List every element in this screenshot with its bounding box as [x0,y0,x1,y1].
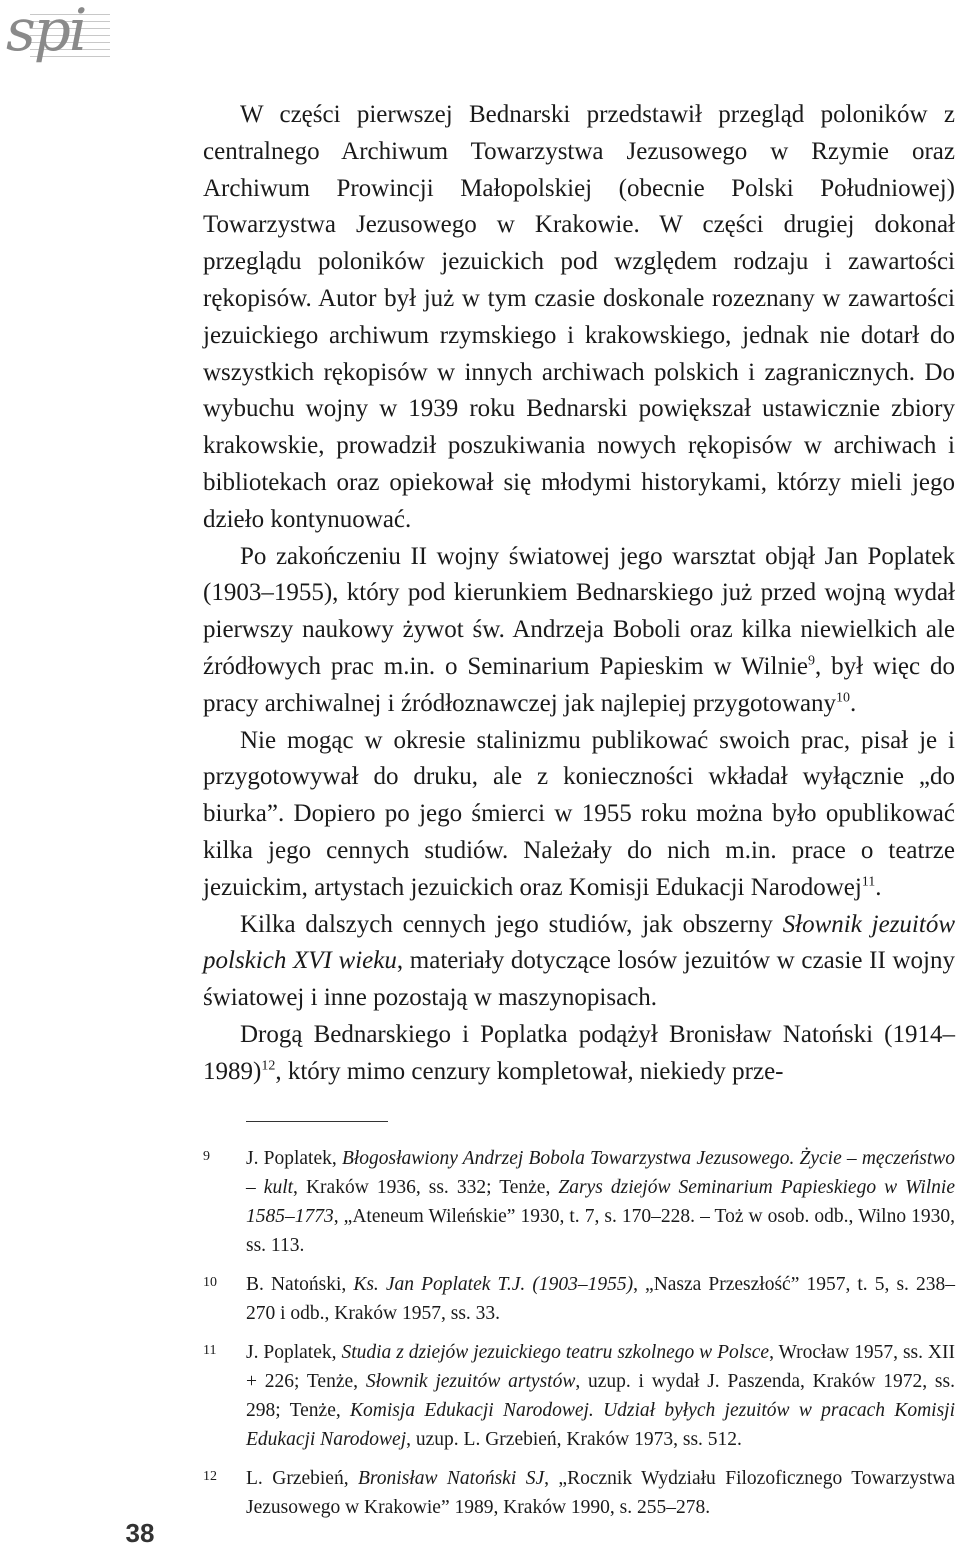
footnote-number: 10 [203,1275,217,1290]
text-run: , Wrocław 1957, ss. XII + 226; Tenże, [246,1342,955,1392]
footnote-item [203,1270,955,1328]
italic-text: Słownik jezuitów artystów [365,1371,576,1392]
text-run: . [875,873,882,901]
text-run: Po zakończeniu II wojny światowej jego warsztat objął Jan Poplatek (1903–1955), który pod kierunkiem Bednarskiego już przed wojną wydał pierwszy naukowy żywot św. Andrzeja Boboli oraz kilka niewielkich ale źródłowych prac m.in. o Seminarium Papieskim w Wilnie [203,542,955,680]
text-run: . [850,689,857,717]
text-run: L. Grzebień, [246,1468,359,1489]
text-run: , który mimo cenzury kompletował, niekiedy prze- [275,1057,784,1085]
footnote-number: 11 [203,1343,217,1358]
body-text [203,97,955,1091]
paragraph [203,1017,955,1091]
paragraph [203,723,955,907]
text-run: J. Poplatek, [246,1148,342,1169]
footnote-number: 12 [203,1469,217,1484]
italic-text: Komisja Edukacji Narodowej. Udział byłych jezuitów w pracach Komisji Edukacji Narodowej [246,1400,955,1450]
text-run: W części pierwszej Bednarski przedstawił przegląd poloników z centralnego Archiwum Towarzystwa Jezusowego w Rzymie oraz Archiwum Prowincji Małopolskiej (obecnie Polski Południowej) Towarzystwa Jezusowego w Krakowie. W części drugiej dokonał przeglądu poloników jezuickich pod względem rodzaju i zawartości rękopisów. Autor był już w tym czasie doskonale rozeznany w zawartości jezuickiego archiwum rzymskiego i krakowskiego, jednak nie dotarł do wszystkich rękopisów w innych archiwach polskich i zagranicznych. Do wybuchu wojny w 1939 roku Bednarski powiększał ustawicznie zbiory krakowskie, prowadził poszukiwania nowych rękopisów w archiwach i bibliotekach oraz opiekował się młodymi historykami, którzy mieli jego dzieło kontynuować. [203,101,955,533]
text-run: , uzup. L. Grzebień, Kraków 1973, ss. 512. [406,1429,742,1450]
footnote-ref[interactable]: 11 [861,874,876,890]
text-run: , „Nasza Przeszłość” 1957, t. 5, s. 238–270 i odb., Kraków 1957, ss. 33. [246,1274,955,1324]
italic-text: Ks. Jan Poplatek T.J. (1903–1955) [353,1274,634,1295]
italic-text: Zarys dziejów Seminarium Papieskiego w Wilnie 1585–1773 [246,1177,956,1227]
text-run: Drogą Bednarskiego i Poplatka podążył Bronisław Natoński (1914–1989) [203,1020,955,1085]
italic-text: Błogosławiony Andrzej Bobola Towarzystwa Jezusowego. Życie – męczeństwo – kult [246,1148,955,1198]
paragraph [203,539,955,723]
logo-mark: spi [6,0,86,64]
page-number: 38 [125,1518,155,1548]
text-run: , był więc do pracy archiwalnej i źródłoznawczej jak najlepiej przygotowany [203,652,955,717]
italic-text: Słownik jezuitów polskich XVI wieku [203,910,955,975]
italic-text: Studia z dziejów jezuickiego teatru szkolnego w Polsce [341,1342,770,1363]
text-run: , „Rocznik Wydziału Filozoficznego Towarzystwa Jezusowego w Krakowie” 1989, Kraków 1990, s. 255–278. [246,1468,955,1518]
footnote-number: 9 [203,1149,210,1164]
footnote-ref[interactable]: 10 [836,690,851,706]
text-run: B. Natoński, [246,1274,354,1295]
footnotes [203,1144,955,1532]
footnote-item [203,1464,955,1522]
text-run: J. Poplatek, [246,1342,342,1363]
text-run: , Kraków 1936, ss. 332; Tenże, [293,1177,559,1198]
italic-text: Bronisław Natoński SJ [358,1468,545,1489]
publisher-logo [0,0,120,100]
paragraph [203,97,955,539]
paragraph [203,907,955,1017]
text-run: , materiały dotyczące losów jezuitów w czasie II wojny światowej i inne pozostają w maszynopisach. [203,947,956,1012]
footnote-ref[interactable]: 9 [808,653,815,669]
text-run: Kilka dalszych cennych jego studiów, jak obszerny [240,910,783,938]
footnote-item [203,1338,955,1454]
footnote-item [203,1144,955,1260]
text-run: , uzup. i wydał J. Paszenda, Kraków 1972, ss. 298; Tenże, [246,1371,955,1421]
footnote-separator [246,1121,388,1122]
text-run: , „Ateneum Wileńskie” 1930, t. 7, s. 170–228. – Toż w osob. odb., Wilno 1930, ss. 113. [246,1206,955,1256]
text-run: Nie mogąc w okresie stalinizmu publikować swoich prac, pisał je i przygotowywał do druku, ale z konieczności wkładał wyłącznie „do biurka”. Dopiero po jego śmierci w 1955 roku można było opublikować kilka jego cennych studiów. Należały do nich m.in. prace o teatrze jezuickim, artystach jezuickich oraz Komisji Edukacji Narodowej [203,726,955,901]
footnote-ref[interactable]: 12 [261,1058,276,1074]
